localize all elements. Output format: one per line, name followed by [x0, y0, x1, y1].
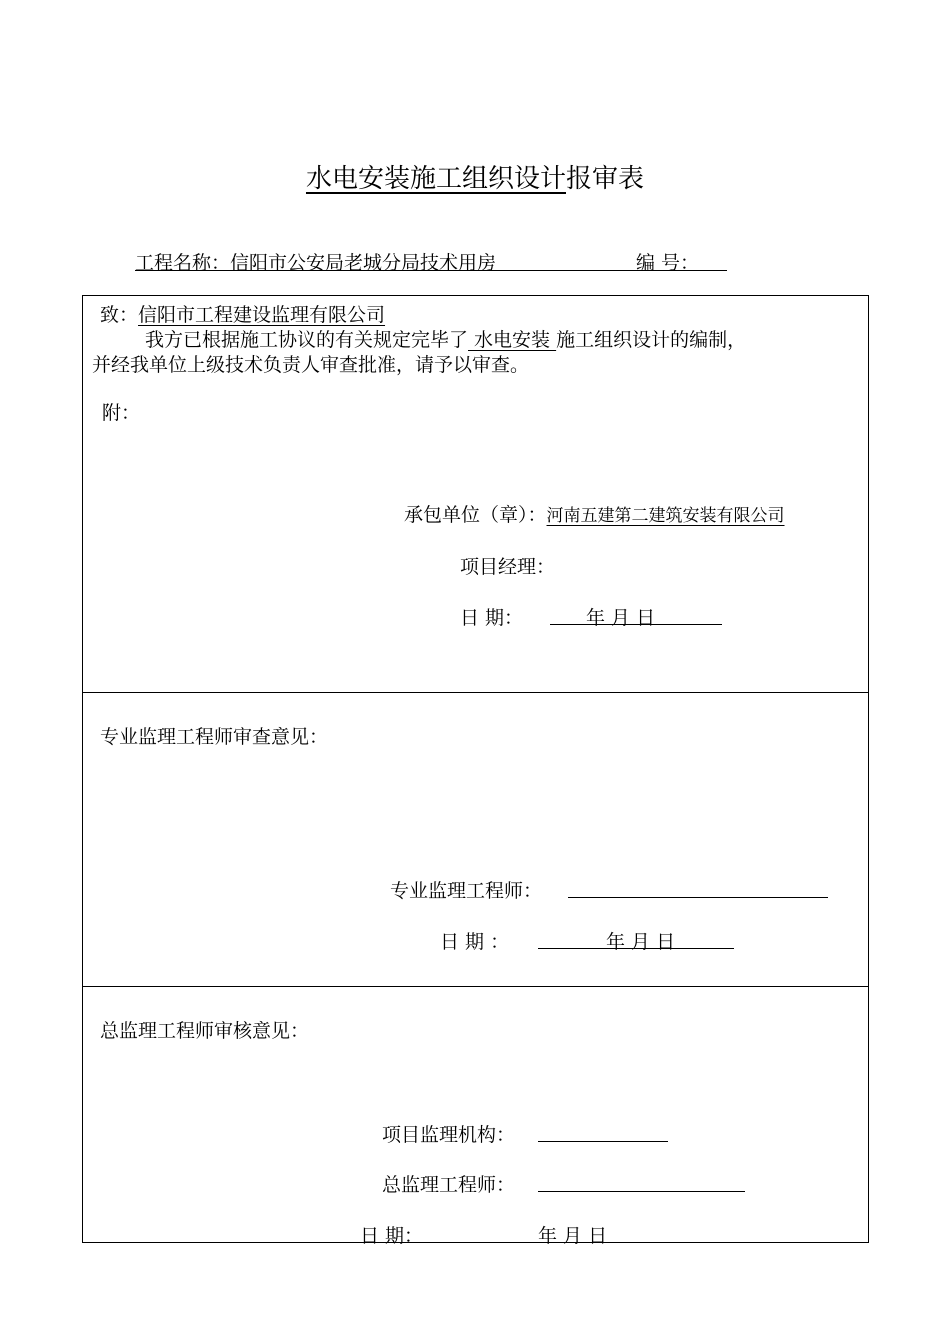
- project-label: 工程名称：: [135, 252, 231, 274]
- chief-signature-line: [538, 1191, 745, 1192]
- body-line-2: 并经我单位上级技术负责人审查批准，请予以审查。: [92, 354, 530, 376]
- header-underline: [135, 270, 727, 271]
- date-label-2: 日 期 ：: [440, 931, 510, 953]
- title-underlined: 水电安装施工组织设计: [305, 164, 566, 194]
- body-before: 我方已根据施工协议的有关规定完毕了: [145, 329, 469, 351]
- section-divider-2: [82, 986, 869, 987]
- specialist-engineer-label: 专业监理工程师：: [390, 880, 543, 902]
- contractor-label: 承包单位（章）：: [404, 504, 547, 526]
- date-label-3: 日 期：: [360, 1225, 424, 1247]
- date-fill-3: 年 月 日: [538, 1225, 608, 1247]
- number-label: 编 号：: [636, 252, 700, 274]
- to-value: 信阳市工程建设监理有限公司: [138, 304, 386, 326]
- addressee: [100, 300, 385, 327]
- body-fill: 水电安装: [468, 329, 557, 351]
- chief-engineer-label: 总监理工程师：: [382, 1174, 516, 1196]
- attach-label: 附：: [102, 402, 141, 424]
- specialist-opinion-label: 专业监理工程师审查意见：: [100, 726, 329, 748]
- contractor: [404, 500, 785, 527]
- body-line-1: [145, 325, 746, 352]
- page-title: [0, 158, 950, 195]
- supervision-org-label: 项目监理机构：: [382, 1124, 516, 1146]
- supervision-org-line: [538, 1141, 668, 1142]
- chief-opinion-label: 总监理工程师审核意见：: [100, 1020, 310, 1042]
- project-name: 信阳市公安局老城分局技术用房: [230, 252, 497, 274]
- title-rest: 报审表: [566, 164, 645, 194]
- review-table: [82, 295, 869, 1243]
- date-label-1: 日 期：: [460, 607, 524, 629]
- manager-label: 项目经理：: [460, 556, 556, 578]
- section-divider-1: [82, 692, 869, 693]
- specialist-signature-line: [568, 897, 828, 898]
- body-after: 施工组织设计的编制，: [556, 329, 747, 351]
- date-fill-2: 年 月 日: [606, 931, 676, 953]
- to-label: 致：: [100, 304, 139, 326]
- date-fill-1: 年 月 日: [586, 607, 656, 629]
- contractor-value: 河南五建第二建筑安装有限公司: [546, 506, 785, 526]
